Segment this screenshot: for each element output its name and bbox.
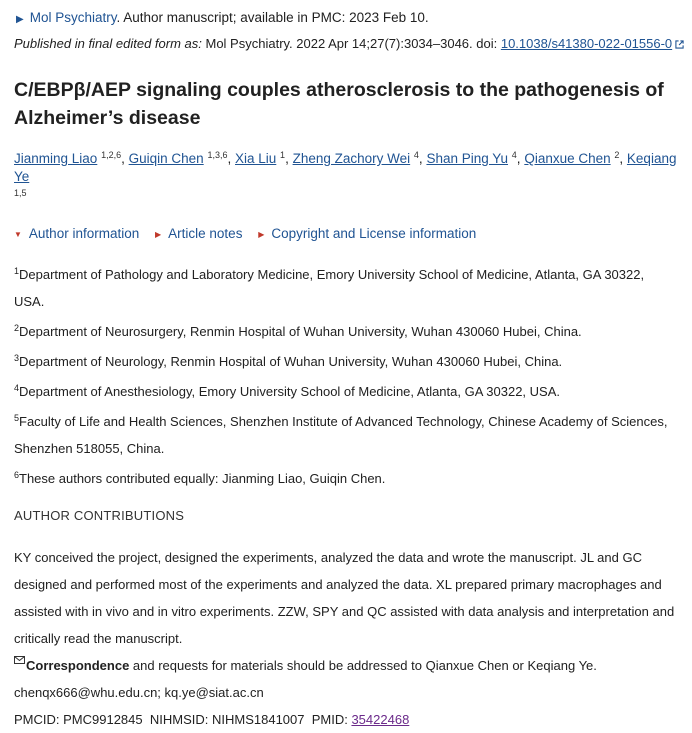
author-link[interactable]: Guiqin Chen [128, 151, 204, 166]
correspondence-emails: chenqx666@whu.edu.cn; kq.ye@siat.ac.cn [14, 685, 264, 700]
article-info-toggles [14, 224, 678, 244]
article-title: C/EBPβ/AEP signaling couples atherosclerosis to the pathogenesis of Alzheimer’s disease [14, 79, 664, 129]
author-affiliation: 1,2,6 [101, 150, 122, 160]
author-affiliation: 4 [413, 150, 419, 160]
triangle-right-icon: ▶ [155, 230, 162, 239]
affiliation-item: $^6$These authors contributed equally: Jianming Liao, Guiqin Chen. [14, 470, 386, 486]
contributions-heading: AUTHOR CONTRIBUTIONS [14, 508, 185, 523]
author-link[interactable]: Zheng Zachory Wei [292, 151, 411, 166]
affiliations [14, 258, 678, 492]
journal-link[interactable]: Mol Psychiatry [29, 10, 117, 25]
affiliation-item: $^1$Department of Pathology and Laboratory Medicine, Emory University School of Medicine, Atlanta, GA 30322, USA. [14, 266, 645, 309]
triangle-right-icon: ▶ [16, 14, 24, 25]
nihmsid-label: NIHMSID: [149, 712, 212, 727]
correspondence-label: Correspondence [26, 658, 130, 673]
journal-status-line [14, 8, 678, 28]
pmid-link[interactable]: 35422468 [351, 712, 410, 727]
affiliation-item: $^2$Department of Neurosurgery, Renmin Hospital of Wuhan University, Wuhan 430060 Hubei, China. [14, 323, 582, 339]
author-link[interactable]: Qianxue Chen [524, 151, 611, 166]
author-affiliation: 1,5 [14, 188, 27, 198]
author-affiliation: 2 [614, 150, 620, 160]
author-affiliation: 1 [280, 150, 286, 160]
author-link[interactable]: Shan Ping Yu [426, 151, 509, 166]
external-link-icon [675, 40, 684, 49]
pmcid-label: PMCID: [14, 712, 64, 727]
copyright-license-toggle[interactable]: ▶ Copyright and License information [258, 226, 477, 241]
affiliation-item: $^5$Faculty of Life and Health Sciences, Shenzhen Institute of Advanced Technology, Chinese Academy of Sciences, Shenzhen 518055, China. [14, 413, 668, 456]
author-link[interactable]: Xia Liu [235, 151, 277, 166]
published-prefix: Published in final edited form as: [14, 36, 202, 51]
doi-link[interactable]: 10.1038/s41380-022-01556-0 [500, 36, 673, 51]
author-affiliation: 4 [511, 150, 517, 160]
manuscript-status: . Author manuscript; available in PMC: 2023 Feb 10. [116, 10, 429, 25]
correspondence-text: and requests for materials should be addressed to Qianxue Chen or Keqiang Ye. [129, 658, 597, 673]
affiliation-item: $^3$Department of Neurology, Renmin Hospital of Wuhan University, Wuhan 430060 Hubei, China. [14, 353, 563, 369]
author-information-toggle[interactable]: ▼ Author information [14, 226, 140, 241]
author-list: Jianming Liao $^{1,2,6}$, Guiqin Chen $^{1,3,6}$, Xia Liu $^1$, Zheng Zachory Wei $^4$, Shan Ping Yu $^4$, Qianxue Chen $^2$, Keqiang Ye 1,5 [14, 146, 678, 202]
author-link[interactable]: Keqiang Ye [14, 151, 677, 184]
pmcid-value: PMC9912845 [63, 712, 143, 727]
triangle-right-icon: ▶ [258, 230, 265, 239]
envelope-icon [14, 656, 25, 664]
article-identifiers [14, 706, 678, 733]
affiliation-item: $^4$Department of Anesthesiology, Emory University School of Medicine, Atlanta, GA 30322, USA. [14, 383, 560, 399]
triangle-down-icon: ▼ [14, 230, 22, 239]
author-link[interactable]: Jianming Liao [14, 151, 98, 166]
nihmsid-value: NIHMS1841007 [211, 712, 305, 727]
article-notes-toggle[interactable]: ▶ Article notes [155, 226, 243, 241]
citation-text: Mol Psychiatry. 2022 Apr 14;27(7):3034–3046. doi: [201, 36, 501, 51]
contributions-text: KY conceived the project, designed the experiments, analyzed the data and wrote the manuscript. JL and GC designed and performed most of the experiments and analyzed the data. XL prepared primary macrophages and assisted with in vivo and in vitro experiments. ZZW, SPY and QC assisted with data analysis and interpretation and critically read the manuscript. [14, 550, 675, 646]
pmid-label: PMID: [311, 712, 352, 727]
correspondence-line [14, 652, 678, 679]
author-affiliation: 1,3,6 [207, 150, 228, 160]
published-line [14, 34, 678, 54]
